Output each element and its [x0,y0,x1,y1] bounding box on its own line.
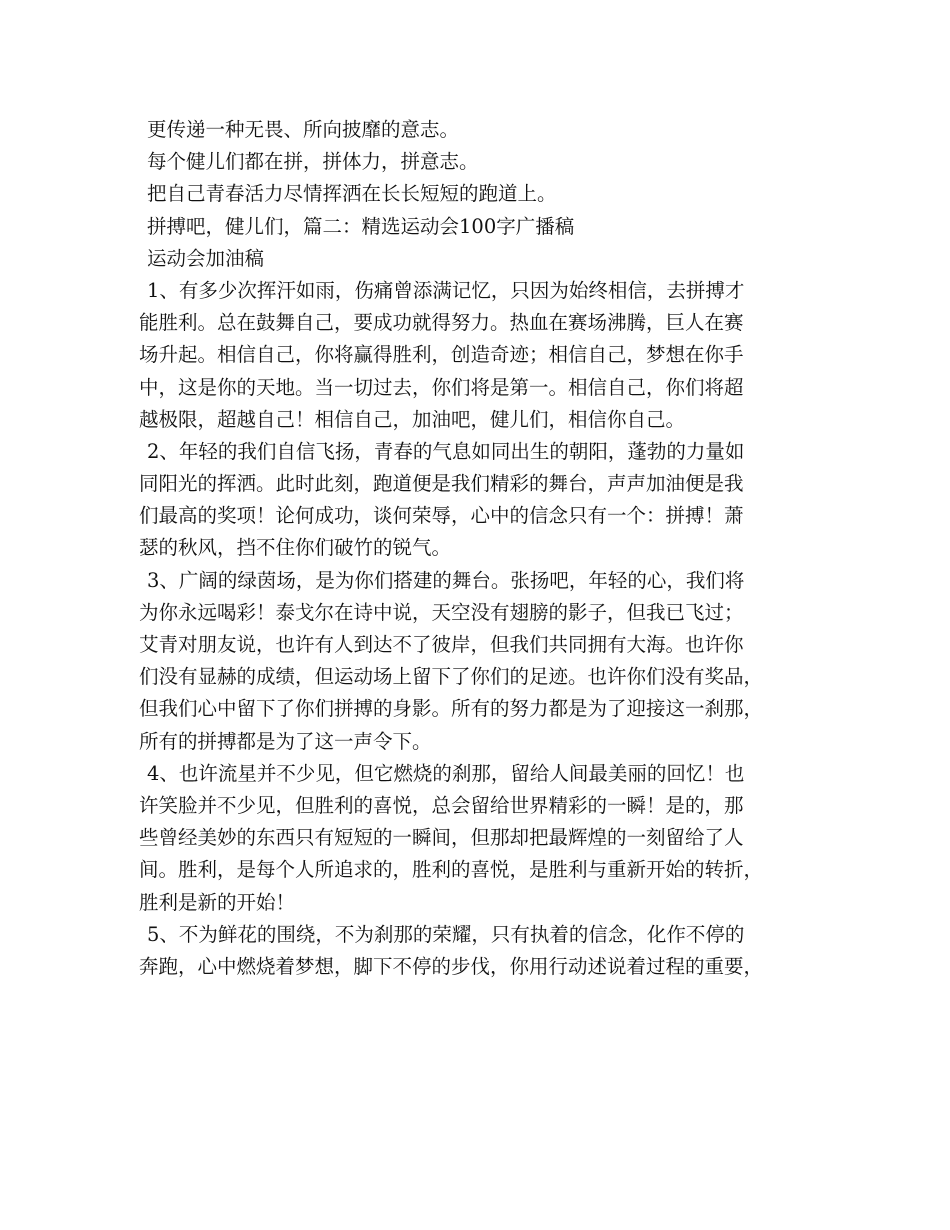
text-line: 更传递一种无畏、所向披靡的意志。 [147,118,460,141]
paragraph-1-line: 中，这是你的天地。当一切过去，你们将是第一。相信自己，你们将超 [139,375,744,399]
paragraph-1-line: 场升起。相信自己，你将赢得胜利，创造奇迹；相信自己，梦想在你手 [139,343,744,367]
paragraph-1-line: 越极限，超越自己！相信自己，加油吧，健儿们，相信你自己。 [139,407,686,431]
paragraph-3-line: 但我们心中留下了你们拼搏的身影。所有的努力都是为了迎接这一刹那， [139,697,764,721]
text-line: 把自己青春活力尽情挥洒在长长短短的跑道上。 [147,182,557,206]
paragraph-2-line: 们最高的奖项！论何成功，谈何荣辱，心中的信念只有一个：拼搏！萧 [139,504,744,528]
paragraph-1-line: 1、有多少次挥汗如雨，伤痛曾添满记忆，只因为始终相信，去拼搏才 [147,278,745,302]
paragraph-2-line: 2、年轻的我们自信飞扬，青春的气息如同出生的朝阳，蓬勃的力量如 [147,439,745,463]
text-line: 拼搏吧，健儿们，篇二：精选运动会100字广播稿 [147,214,575,238]
text-line: 每个健儿们都在拼，拼体力，拼意志。 [147,150,479,174]
paragraph-3-line: 3、广阔的绿茵场，是为你们搭建的舞台。张扬吧，年轻的心，我们将 [147,568,745,592]
paragraph-3-line: 所有的拼搏都是为了这一声令下。 [139,729,432,753]
document-body [139,114,829,983]
paragraph-3-line: 为你永远喝彩！泰戈尔在诗中说，天空没有翅膀的影子，但我已飞过； [139,600,744,624]
paragraph-4-line: 4、也许流星并不少见，但它燃烧的刹那，留给人间最美丽的回忆！也 [147,761,745,785]
paragraph-2-line: 瑟的秋风，挡不住你们破竹的锐气。 [139,536,452,560]
paragraph-4-line: 胜利是新的开始！ [139,890,296,914]
paragraph-5-line: 5、不为鲜花的围绕，不为刹那的荣耀，只有执着的信念，化作不停的 [147,922,745,946]
paragraph-4-line: 些曾经美妙的东西只有短短的一瞬间，但那却把最辉煌的一刻留给了人 [139,826,744,850]
paragraph-3-line: 艾青对朋友说，也许有人到达不了彼岸，但我们共同拥有大海。也许你 [139,633,744,656]
paragraph-1-line: 能胜利。总在鼓舞自己，要成功就得努力。热血在赛场沸腾，巨人在赛 [139,311,744,335]
section-heading: 运动会加油稿 [147,246,265,270]
paragraph-4-line: 间。胜利，是每个人所追求的，胜利的喜悦，是胜利与重新开始的转折， [139,858,764,882]
paragraph-3-line: 们没有显赫的成绩，但运动场上留下了你们的足迹。也许你们没有奖品， [139,665,764,689]
paragraph-4-line: 许笑脸并不少见，但胜利的喜悦，总会留给世界精彩的一瞬！是的，那 [139,793,744,817]
paragraph-5-line: 奔跑，心中燃烧着梦想，脚下不停的步伐，你用行动述说着过程的重要， [139,954,764,978]
paragraph-2-line: 同阳光的挥洒。此时此刻，跑道便是我们精彩的舞台，声声加油便是我 [139,472,744,496]
